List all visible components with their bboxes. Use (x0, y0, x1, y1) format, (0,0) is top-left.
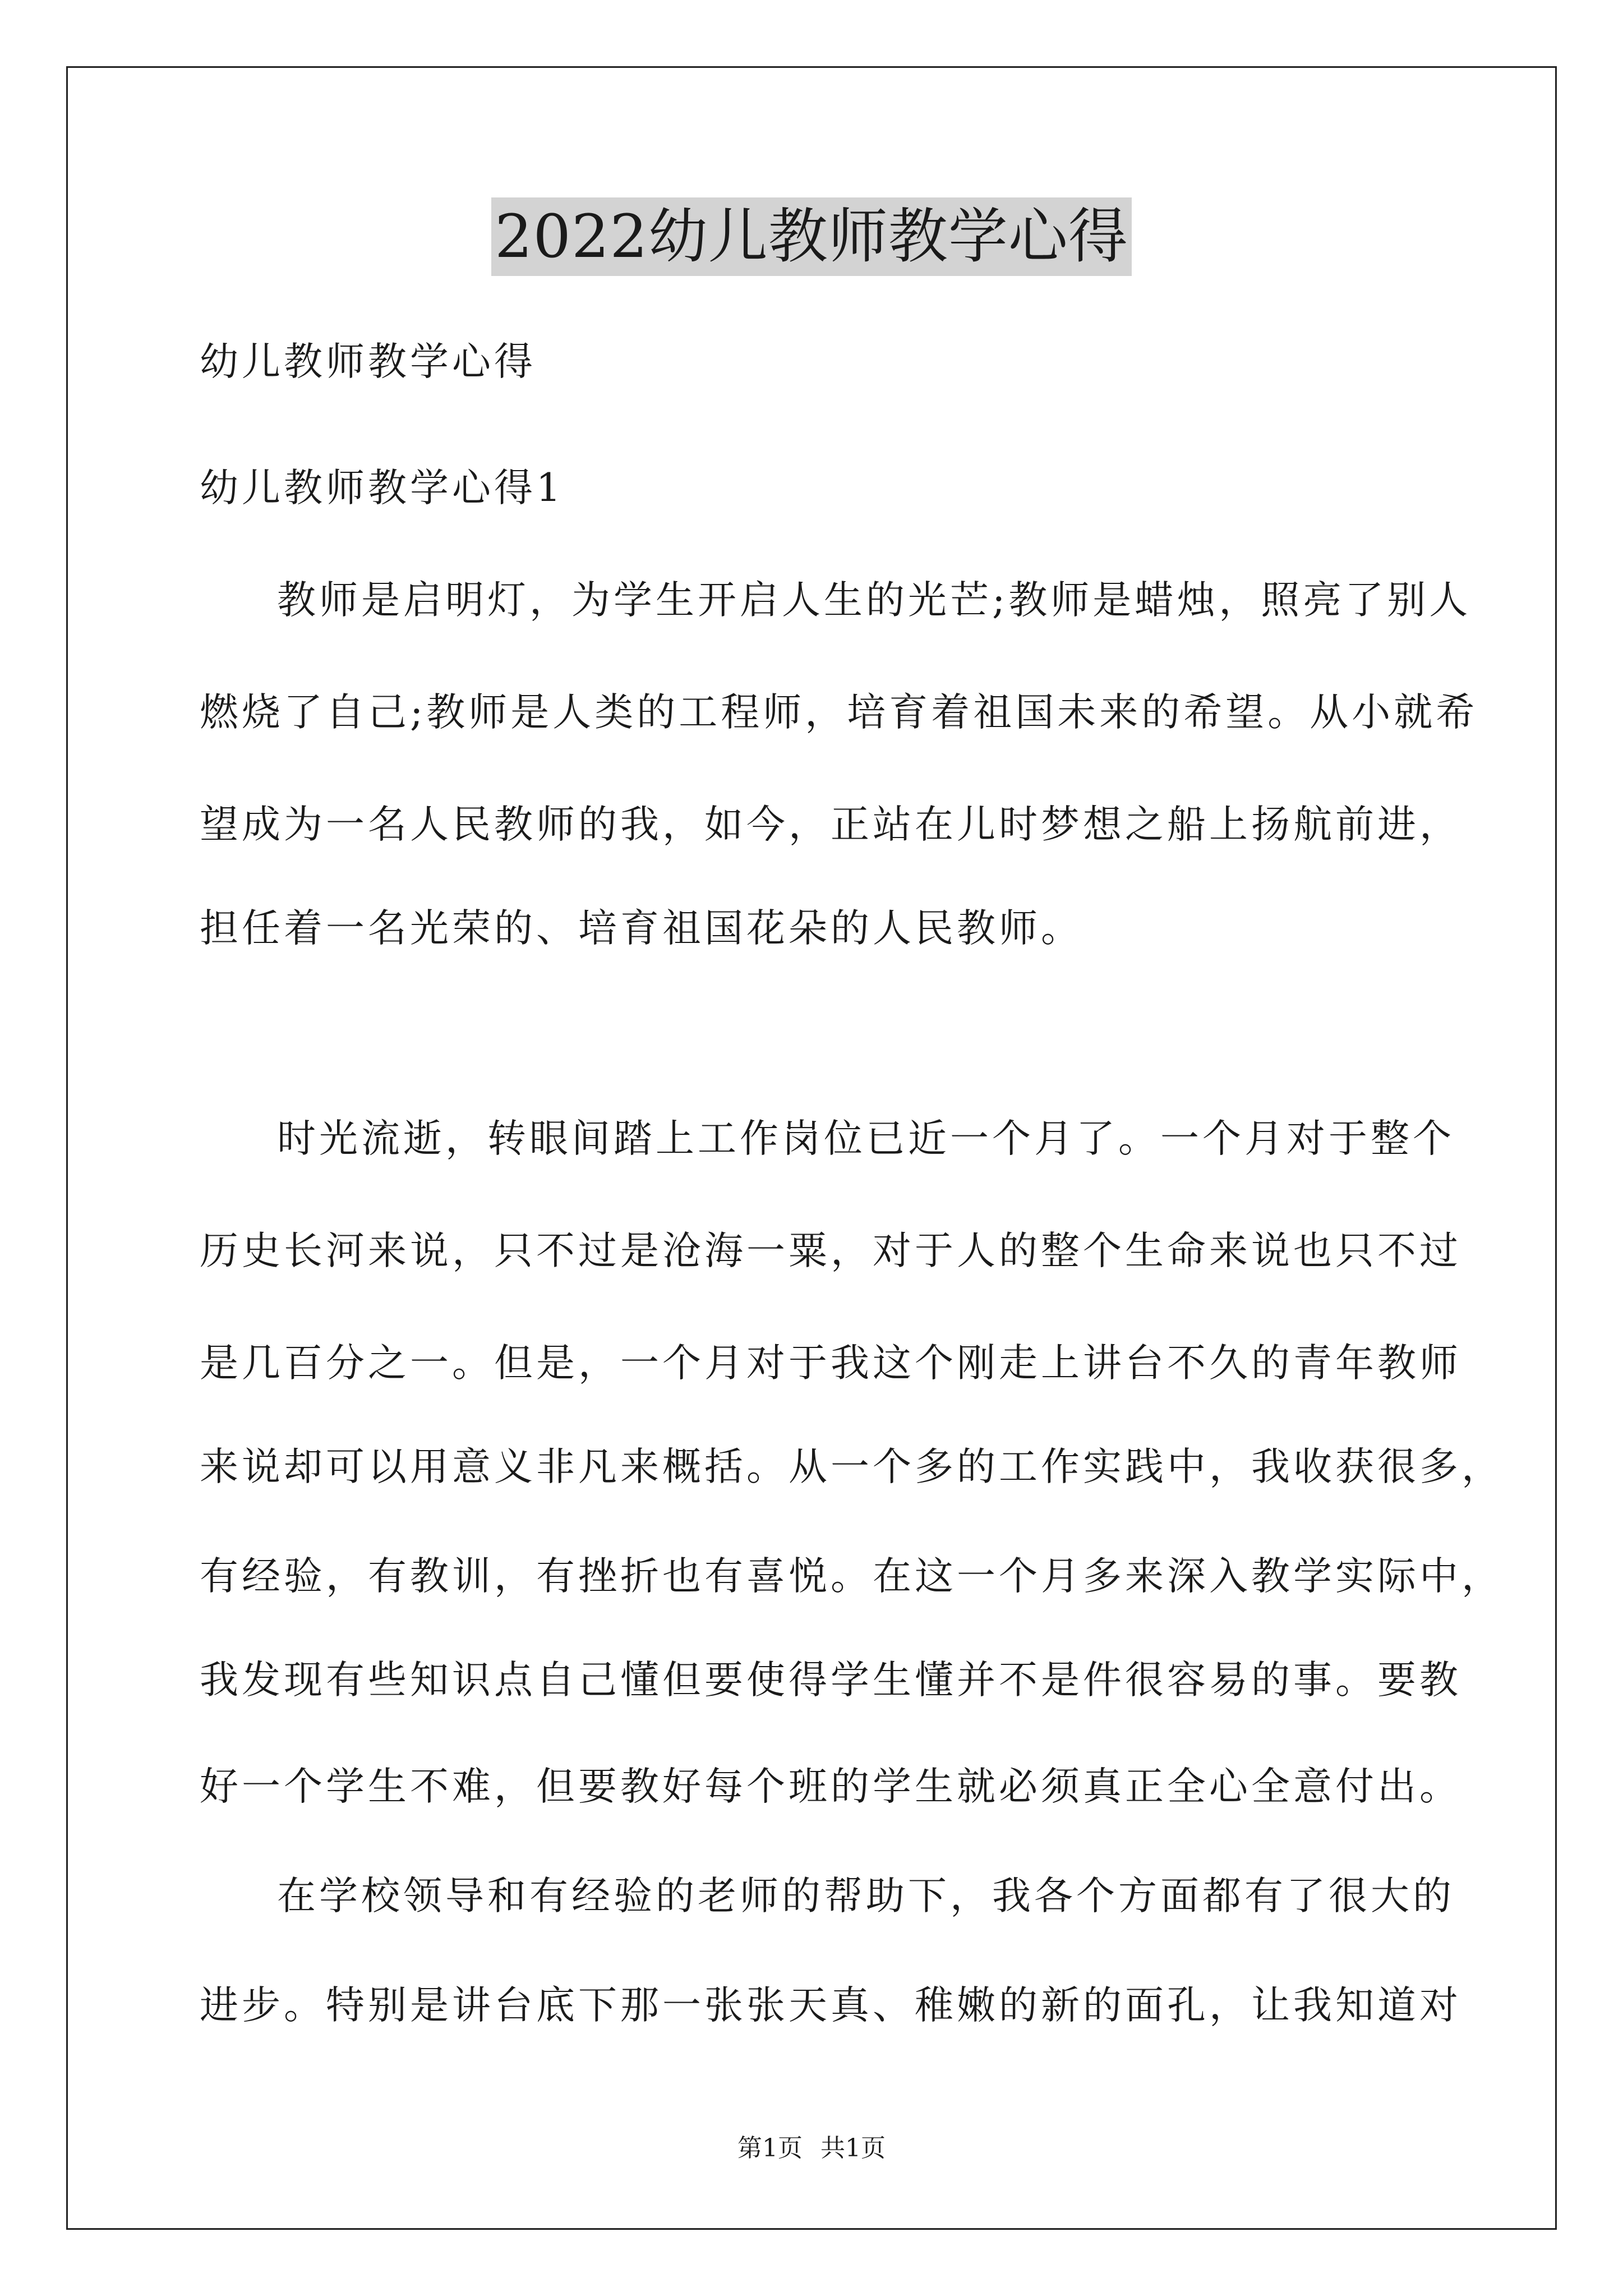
paragraph-3-line-2: 进步。特别是讲台底下那一张张天真、稚嫩的新的面孔，让我知道对 (200, 1983, 1461, 2028)
paragraph-2-line-1: 时光流逝，转眼间踏上工作岗位已近一个月了。一个月对于整个 (277, 1116, 1455, 1161)
paragraph-1-line-1: 教师是启明灯，为学生开启人生的光芒;教师是蜡烛，照亮了别人 (277, 578, 1472, 623)
page-total: 共1页 (820, 2134, 886, 2162)
paragraph-2-line-4: 来说却可以用意义非凡来概括。从一个多的工作实践中，我收获很多， (200, 1444, 1504, 1489)
paragraph-2-line-7: 好一个学生不难，但要教好每个班的学生就必须真正全心全意付出。 (200, 1764, 1461, 1809)
page-footer (0, 2132, 1623, 2165)
heading-section-1: 幼儿教师教学心得1 (200, 466, 564, 510)
document-title: 2022幼儿教师教学心得 (491, 197, 1132, 276)
paragraph-1-line-4: 担任着一名光荣的、培育祖国花朵的人民教师。 (200, 906, 1083, 951)
paragraph-2-line-3: 是几百分之一。但是，一个月对于我这个刚走上讲台不久的青年教师 (200, 1341, 1461, 1386)
paragraph-1-line-2: 燃烧了自己;教师是人类的工程师，培育着祖国未来的希望。从小就希 (200, 690, 1478, 735)
heading-main: 幼儿教师教学心得 (200, 339, 536, 384)
paragraph-2-line-2: 历史长河来说，只不过是沧海一粟，对于人的整个生命来说也只不过 (200, 1228, 1461, 1273)
page-number: 第1页 (737, 2134, 803, 2162)
paragraph-1-line-3: 望成为一名人民教师的我，如今，正站在儿时梦想之船上扬航前进， (200, 802, 1461, 847)
paragraph-2-line-5: 有经验，有教训，有挫折也有喜悦。在这一个月多来深入教学实际中， (200, 1554, 1504, 1599)
paragraph-3-line-1: 在学校领导和有经验的老师的帮助下，我各个方面都有了很大的 (277, 1874, 1455, 1918)
paragraph-2-line-6: 我发现有些知识点自己懂但要使得学生懂并不是件很容易的事。要教 (200, 1658, 1461, 1703)
title-wrap (0, 197, 1623, 276)
